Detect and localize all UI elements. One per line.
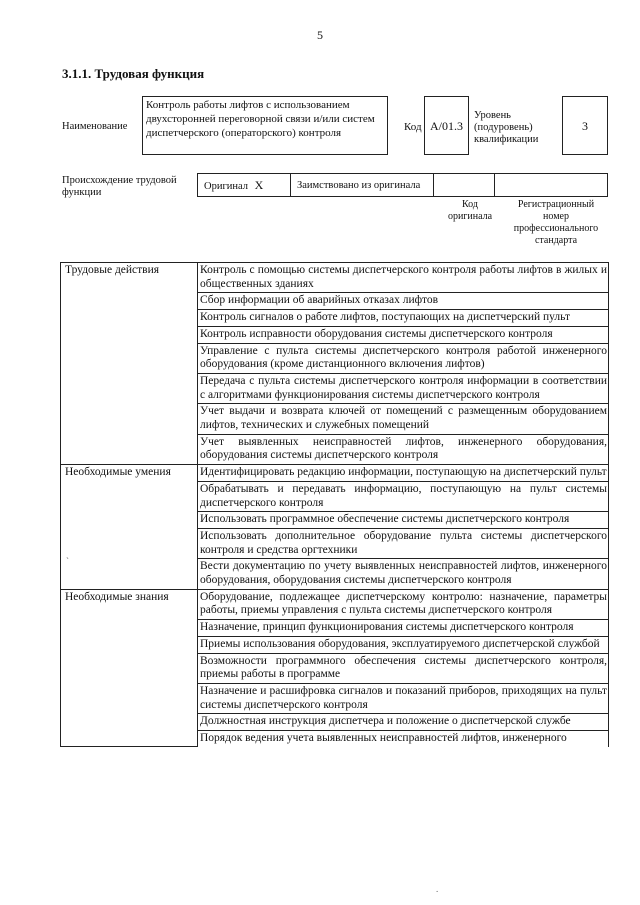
function-details-table xyxy=(60,262,609,747)
reg-number-cell xyxy=(495,174,608,197)
section-item: Использовать дополнительное оборудование пульта системы диспетчерского контроля и средства оргтехники xyxy=(198,528,609,558)
section-category: Необходимые умения xyxy=(61,465,198,590)
section-item: Контроль исправности оборудования системы диспетчерского контроля xyxy=(198,326,609,343)
section-item: Назначение, принцип функционирования системы диспетчерского контроля xyxy=(198,620,609,637)
section-item: Назначение и расшифровка сигналов и показаний приборов, приходящих на пульт системы диспетчерского контроля xyxy=(198,683,609,713)
original-label: Оригинал xyxy=(204,180,248,192)
section-title: 3.1.1. Трудовая функция xyxy=(62,66,205,81)
stray-mark: ` xyxy=(66,556,69,566)
section-item: Возможности программного обеспечения системы диспетчерского контроля, приемы работы в программе xyxy=(198,653,609,683)
origin-table xyxy=(197,173,608,197)
level-label: Уровень (подуровень) квалификации xyxy=(474,110,539,145)
level-box: 3 xyxy=(562,96,608,155)
code-original-caption: Код оригинала xyxy=(447,199,493,222)
scan-speck: . xyxy=(436,884,439,894)
section-category: Трудовые действия xyxy=(61,263,198,465)
section-item: Управление с пульта системы диспетчерского контроля работой инженерного оборудования (кроме дистанционного включения лифтов) xyxy=(198,343,609,373)
code-box: A/01.3 xyxy=(424,96,469,155)
table-row xyxy=(61,263,609,293)
section-item: Контроль с помощью системы диспетчерского контроля работы лифтов в жилых и общественных зданиях xyxy=(198,263,609,293)
section-item: Передача с пульта системы диспетчерского контроля информации в соответствии с алгоритмами функционирования системы диспетчерского контроля xyxy=(198,373,609,403)
section-item: Учет выявленных неисправностей лифтов, инженерного оборудования, оборудования системы диспетчерского контроля xyxy=(198,434,609,464)
section-item: Учет выдачи и возврата ключей от помещений с размещенным оборудованием лифтов, технических и служебных помещений xyxy=(198,404,609,434)
code-label: Код xyxy=(404,121,422,133)
page-number: 5 xyxy=(317,28,323,42)
original-mark: X xyxy=(254,177,264,192)
table-row xyxy=(61,589,609,619)
section-item: Должностная инструкция диспетчера и положение о диспетчерской службе xyxy=(198,714,609,731)
section-item: Оборудование, подлежащее диспетчерскому контролю: назначение, параметры работы, приемы управления с пульта системы диспетчерского контроля xyxy=(198,589,609,619)
section-item: Приемы использования оборудования, эксплуатируемого диспетчерской службой xyxy=(198,636,609,653)
original-code-cell xyxy=(434,174,495,197)
section-item: Идентифицировать редакцию информации, поступающую на диспетчерский пульт xyxy=(198,465,609,482)
reg-number-caption: Регистрационный номер профессионального стандарта xyxy=(513,199,599,246)
section-item: Порядок ведения учета выявленных неисправностей лифтов, инженерного xyxy=(198,731,609,747)
origin-original-cell xyxy=(198,174,291,197)
section-item: Контроль сигналов о работе лифтов, поступающих на диспетчерский пульт xyxy=(198,310,609,327)
function-name-box: Контроль работы лифтов с использованием двухсторонней переговорной связи и/или систем диспетчерского (операторского) контроля xyxy=(142,96,388,155)
section-item: Обрабатывать и передавать информацию, поступающую на пульт системы диспетчерского контроля xyxy=(198,481,609,511)
name-label: Наименование xyxy=(62,121,128,132)
section-item: Вести документацию по учету выявленных неисправностей лифтов, инженерного оборудования, оборудования системы диспетчерского контроля xyxy=(198,559,609,589)
table-row xyxy=(61,465,609,482)
section-item: Сбор информации об аварийных отказах лифтов xyxy=(198,293,609,310)
section-category: Необходимые знания xyxy=(61,589,198,747)
origin-label: Происхождение трудовой функции xyxy=(62,175,177,198)
section-item: Использовать программное обеспечение системы диспетчерского контроля xyxy=(198,512,609,529)
borrowed-cell: Заимствовано из оригинала xyxy=(291,174,434,197)
